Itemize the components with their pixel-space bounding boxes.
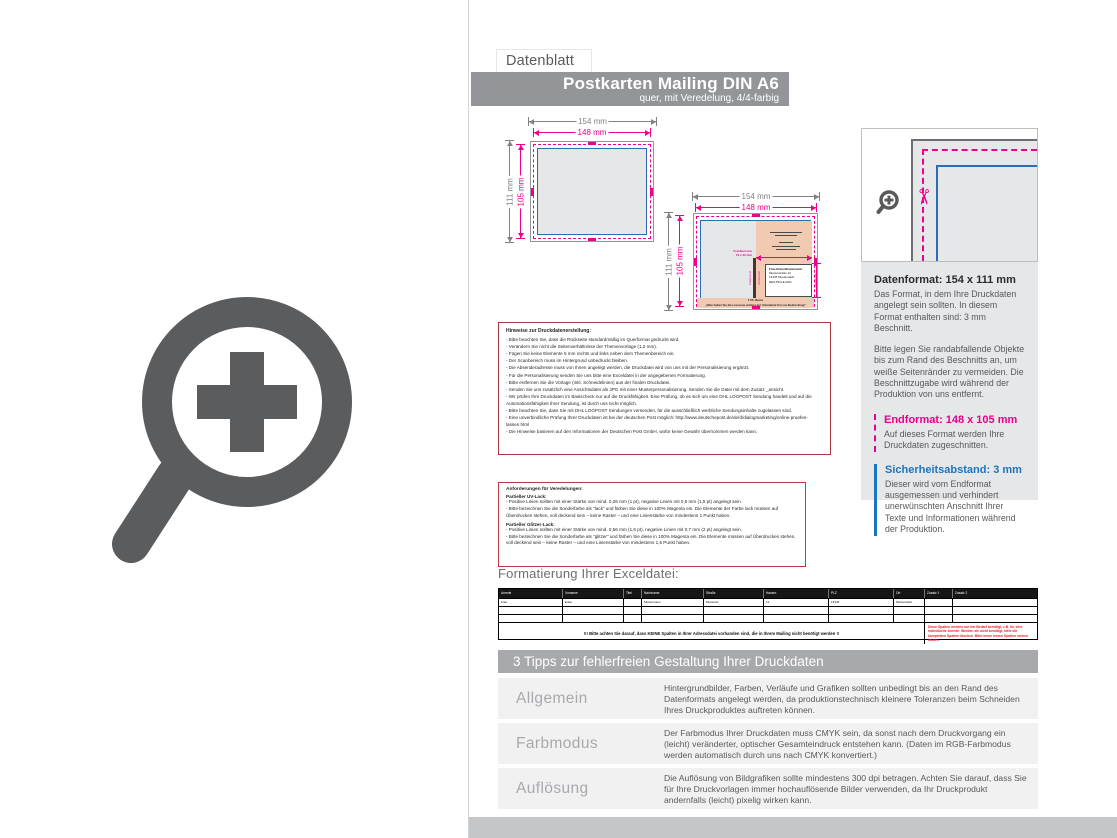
tip-row-farbmodus: [498, 723, 1038, 764]
uv-lack-title: Partieller UV-Lack:: [506, 494, 547, 499]
column-header: Ort: [894, 589, 925, 598]
text-placeholder-line: [770, 232, 802, 233]
franking-zone-dim: [756, 257, 812, 258]
sicherheitsabstand-block: [874, 464, 1025, 536]
format-info-panel: [861, 262, 1038, 535]
crop-mark: [752, 214, 760, 217]
safety-line-detail: [936, 165, 1037, 261]
column-header: Vorname: [563, 589, 624, 598]
text-placeholder-line: [772, 246, 800, 247]
reading-zone: 1 DL Basis „Bitte halten Sie die Lesezone entlang der Unterkante frei von Bedruckung“: [697, 298, 814, 308]
crop-mark: [694, 258, 697, 266]
dim-label: 154 mm: [741, 191, 771, 201]
dim-label: 148 mm: [577, 127, 607, 137]
tip-row-allgemein: [498, 678, 1038, 719]
table-cell: [624, 599, 642, 606]
column-header: Zusatz 1: [925, 589, 953, 598]
tip-label: Farbmodus: [516, 734, 598, 752]
table-cell: Frau: [499, 599, 563, 606]
hinweis-line: - Bitte beachten Sie, dass Sie mit DHL LOGPOST Sendungen versenden, für die ausschließlich werbliche Sendungsinhalte zugelassen sind.: [506, 408, 792, 414]
footer-bar: [469, 817, 1117, 838]
text-placeholder-line: [779, 242, 793, 243]
excel-warning-note: !!! Bitte achten Sie darauf, dass KEINE Spalten in Ihrer Adressdatei vorhanden sind, die in Ihrem Mailing nicht benötigt werden !!: [499, 623, 925, 644]
column-header: Titel: [624, 589, 642, 598]
zoom-in-magnifier-icon: [95, 278, 375, 578]
glitzer-lack-line: - Bitte bezeichnen Sie die Sonderfarbe als "glitzer" und färben Sie diese in 100% Magenta ein. Die Elemente müssen auf Überdrucken stehen, voll deckend sein – keine Raster – und eine Linienstärke von mindestens 1,5 Punkt haben.: [506, 533, 796, 546]
front-width-endformat-dim: [534, 127, 650, 137]
datenformat-text2: Bitte legen Sie randabfallende Objekte bis zum Rand des Beschnitts an, um weiße Seitenränder zu vermeiden. Die Beschnittzugabe wird während der Produktion von uns entfernt.: [874, 343, 1025, 400]
hinweis-line: - Senden Sie uns zusätzlich eine Ansichtsdatei als JPG mit einer Musterpersonalisierung. Senden Sie die Datei mit dem Zusatz _ansicht.: [506, 386, 785, 392]
tip-row-aufloesung: [498, 768, 1038, 809]
small-magnifier-icon: [874, 188, 902, 216]
veredelung-title: Anforderungen für Veredelungen:: [506, 487, 583, 492]
hinweis-line: - Fügen Sie keine Elemente 5 mm rechts und links neben dem Themenbereich ein.: [506, 351, 675, 357]
crop-mark: [531, 188, 534, 196]
tip-text: Die Auflösung von Bildgrafiken sollte mindestens 300 dpi betragen. Achten Sie darauf, dass Sie für Ihre Druckvorlagen immer hochauflösende Bilder verwenden, da Ihr Druckprodukt andernfalls (leicht) pixelig wirken kann.: [664, 773, 1027, 806]
hinweis-line: - Die Hinweise basieren auf den Informationen der Deutschen Post GmbH, wofür keine Gewähr übernommen werden kann.: [506, 429, 758, 435]
crop-mark: [752, 306, 760, 309]
back-card-diagram: Frankierzone 74 x 40 mm Codierzone unbedruckt Frau Erika Mustermann Musterstraße 12 12345 Musterstadt DEUTSCHLAND Adresszone 1 DL Basis „Bitte halten Sie die Lesezone entlang der Unterkante frei von Bedruckung“: [693, 213, 818, 310]
dim-label: 154 mm: [578, 116, 607, 126]
table-cell: Musterstr.: [704, 599, 764, 606]
veredelung-anforderungen-box: [498, 482, 806, 567]
table-cell: [953, 599, 1037, 606]
crop-mark: [650, 188, 653, 196]
datenformat-text: Das Format, in dem Ihre Druckdaten angelegt sein sollten. In diesem Format enthalten sind: 3 mm Beschnitt.: [874, 289, 1017, 334]
back-height-datenformat-dim: [664, 213, 674, 310]
endformat-text: Auf dieses Format werden Ihre Druckdaten zugeschnitten.: [884, 428, 1005, 451]
excel-sample-row: [499, 598, 1037, 606]
tip-label: Auflösung: [516, 779, 589, 797]
back-width-datenformat-dim: [693, 191, 819, 201]
uv-lack-line: - Bitte bezeichnen Sie die Sonderfarbe als "lack" und färben Sie diese in 100% Magenta ein. Die Elemente der Farbe lack müssen auf Überdrucken stehen, voll deckend sein – keine Raster – und eine Linienstärke von mindestens 1 Punkt haben.: [506, 505, 779, 518]
franking-text-placeholder: [764, 229, 807, 250]
table-cell: Musterstadt: [894, 599, 925, 606]
druckdaten-hinweise-box: [498, 322, 831, 455]
table-cell: Mustermann: [642, 599, 704, 606]
franking-label: Frankierzone 74 x 40 mm: [733, 249, 752, 257]
address-box: Frau Erika Mustermann Musterstraße 12 12345 Musterstadt DEUTSCHLAND: [765, 264, 812, 297]
excel-heading: Formatierung Ihrer Exceldatei:: [498, 566, 679, 581]
table-cell: 12345: [829, 599, 894, 606]
endformat-block: [874, 414, 1025, 452]
front-width-datenformat-dim: [529, 116, 656, 126]
column-header: Straße: [704, 589, 764, 598]
back-height-endformat-dim: [675, 216, 685, 306]
hinweis-line: - Eine unverbindliche Prüfung Ihrer Druckdaten ist bei der deutschen Post möglich: http://www.deutschepost.de/de/d/dialogmarketing/online-pruefen-lassen.html: [506, 415, 808, 428]
sicherheitsabstand-title: Sicherheitsabstand: 3 mm: [885, 463, 1022, 476]
title-bar: [471, 72, 789, 106]
column-header: PLZ: [829, 589, 894, 598]
excel-note-row: [499, 622, 1037, 644]
safety-margin-area: [537, 148, 647, 235]
excel-empty-row: [499, 606, 1037, 614]
hinweise-title: Hinweise zur Druckdatenerstellung:: [506, 328, 592, 334]
excel-table: [498, 588, 1038, 643]
excel-header-row: [499, 589, 1037, 598]
glitzer-lack-title: Partieller Glitzer-Lack:: [506, 521, 555, 527]
datenblatt-tab: Datenblatt: [496, 49, 592, 72]
datasheet-page: [468, 0, 1117, 838]
dim-label: 148 mm: [741, 202, 771, 212]
hinweis-line: - Für die Personalisierung senden Sie uns bitte eine Exceldatei in der angegebenen Formatierung.: [506, 372, 706, 378]
column-header: Zusatz 2: [955, 591, 968, 595]
hinweis-line: - Die Absenderadresse muss von Ihnen angelegt werden, die Druckdatei wird von uns mit der Personalisierung ergänzt.: [506, 365, 750, 371]
page-title: Postkarten Mailing DIN A6: [563, 74, 779, 93]
dim-label: 111 mm: [664, 247, 674, 276]
front-height-datenformat-dim: [505, 141, 515, 242]
excel-empty-row: [499, 614, 1037, 622]
tips-section-header: 3 Tipps zur fehlerfreien Gestaltung Ihrer Druckdaten: [498, 650, 1038, 673]
text-placeholder-line: [775, 235, 797, 236]
tip-text: Hintergrundbilder, Farben, Verläufe und Grafiken sollten unbedingt bis an den Rand des Datenformats angelegt werden, da produktionstechnisch kleinere Toleranzen beim Schneiden Ihres Druckproduktes auftreten können.: [664, 683, 1020, 716]
corner-zoom-detail-box: ✂: [861, 128, 1038, 262]
front-card-diagram: [530, 141, 654, 242]
dim-label: 111 mm: [505, 177, 515, 206]
codierzone-divider: [753, 258, 756, 298]
excel-red-note: Diese Spalten werden nur bei Bedarf benötigt, z.B. für eine individuelle Anrede. Werden sie nicht benötigt, bitte die kompletten Spalten löschen. Bitte keine leeren Spalten stehen lassen.: [928, 625, 1029, 643]
hinweis-line: - Bitte entfernen Sie die Vorlage (inkl. Schneidelinien) aus der finalen Druckdatei.: [506, 379, 671, 385]
front-height-endformat-dim: [516, 145, 526, 238]
crop-mark: [588, 238, 596, 241]
crop-mark: [588, 142, 596, 145]
hinweis-line: - Bitte beachten Sie, dass die Rückseite standardmäßig im Querformat gedruckt wird.: [506, 337, 680, 342]
hinweis-line: - Der Scanbereich muss im Hintergrund unbedruckt bleiben.: [506, 358, 629, 364]
tip-text: Der Farbmodus Ihrer Druckdaten muss CMYK sein, da sonst nach dem Druckvorgang ein (leicht) veränderter, optischer Gesamteindruck entstehen kann. (Daten im RGB-Farbmodus werden automatisch durch uns nach CMYK konvertiert.): [664, 728, 1011, 761]
column-header: Anrede: [499, 589, 563, 598]
hinweis-line: - Verändern Sie nicht die Seitenverhältnisse der Themenvorlage (1,2 mm).: [506, 344, 658, 350]
table-cell: 12: [764, 599, 829, 606]
back-width-endformat-dim: [696, 202, 816, 212]
crop-mark: [814, 258, 817, 266]
glitzer-lack-line: - Positive Linien sollten mit einer Stärke von mind. 0,56 mm (1,5 pt), negative Linien mit 0,7 mm (2 pt) angelegt sein.: [506, 526, 742, 532]
table-cell: [925, 599, 953, 606]
text-placeholder-line: [776, 249, 796, 250]
uv-lack-line: - Positive Linien sollten mit einer Stärke von mind. 0,26 mm (1 pt), negative Linien mit 0,5 mm (1,5 pt) angelegt sein.: [506, 499, 742, 504]
table-cell: Erika: [563, 599, 624, 606]
dim-label: 105 mm: [675, 246, 685, 276]
column-header: Nachname: [642, 589, 704, 598]
tip-label: Allgemein: [516, 689, 588, 707]
datenformat-title: Datenformat: 154 x 111 mm: [874, 274, 1016, 286]
sicherheitsabstand-text: Dieser wird vom Endformat ausgemessen und verhindert unerwünschten Anschnitt Ihrer Texte und Informationen während der Produktion.: [885, 478, 1016, 535]
dim-label: 105 mm: [516, 177, 526, 206]
hinweis-line: - Wir prüfen Ihre Druckdaten im Basischeck nur auf die Druckfähigkeit. Eine Prüfung, ob es sich um eine DHL LOGPOST Sendung handelt und auf die Automationsfähigkeit Ihrer Sendung, ist durch uns nicht möglich.: [506, 393, 812, 406]
endformat-title: Endformat: 148 x 105 mm: [884, 413, 1018, 426]
page-subtitle: quer, mit Veredelung, 4/4-farbig: [639, 93, 779, 104]
column-header: Hausnr.: [764, 589, 829, 598]
